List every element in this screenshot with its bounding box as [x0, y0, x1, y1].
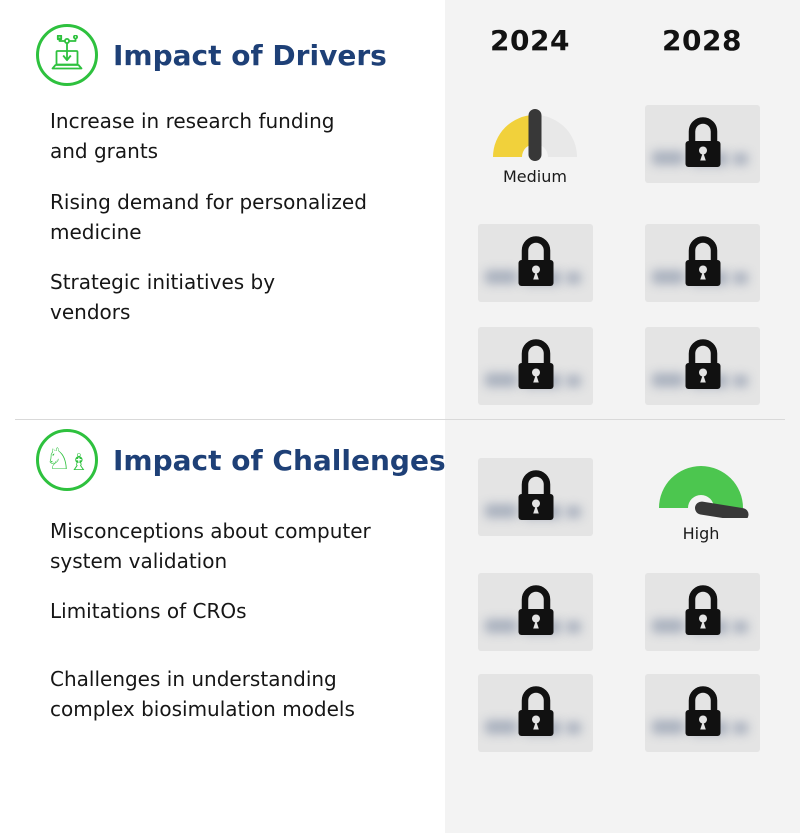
- column-header-2024: 2024: [490, 24, 570, 57]
- redacted-text-blur: [733, 153, 748, 165]
- challenge-item-biosimulation-complexity: [50, 664, 440, 724]
- redacted-text-blur: [566, 375, 581, 387]
- lock-icon: [677, 336, 729, 392]
- item-line: Increase in research funding: [50, 109, 335, 133]
- section-divider: [15, 419, 785, 420]
- lock-icon: [510, 467, 562, 523]
- gauge-level-label: High: [682, 524, 720, 543]
- item-line: Misconceptions about computer: [50, 519, 371, 543]
- laptop-data-transfer-icon: [36, 24, 98, 86]
- item-line: Rising demand for personalized: [50, 190, 367, 214]
- redacted-text-blur: [733, 621, 748, 633]
- lock-icon: [677, 233, 729, 289]
- locked-cell[interactable]: [645, 674, 760, 752]
- challenges-section-header: [36, 429, 446, 491]
- locked-cell[interactable]: [478, 458, 593, 536]
- lock-icon: [510, 683, 562, 739]
- lock-icon: [677, 582, 729, 638]
- drivers-section-header: [36, 24, 387, 86]
- redacted-text-blur: [566, 722, 581, 734]
- locked-cell[interactable]: [645, 573, 760, 651]
- locked-cell[interactable]: [645, 327, 760, 405]
- gauge-medium-dial: [487, 105, 583, 161]
- challenges-section-title: Impact of Challenges: [113, 443, 446, 477]
- lock-icon: [677, 683, 729, 739]
- chess-strategy-icon: [36, 429, 98, 491]
- item-line: system validation: [50, 549, 228, 573]
- challenge-item-csv-misconceptions: [50, 516, 440, 576]
- lock-icon: [510, 233, 562, 289]
- redacted-text-blur: [733, 272, 748, 284]
- gauge-high: [653, 456, 749, 543]
- item-line: Strategic initiatives by: [50, 270, 276, 294]
- item-line: vendors: [50, 300, 131, 324]
- item-line: and grants: [50, 139, 159, 163]
- challenge-item-cro-limitations: [50, 596, 440, 626]
- gauge-level-label: Medium: [503, 167, 567, 186]
- redacted-text-blur: [566, 272, 581, 284]
- driver-item-funding: [50, 106, 440, 166]
- redacted-text-blur: [566, 621, 581, 633]
- locked-cell[interactable]: [478, 224, 593, 302]
- driver-item-personalized-medicine: [50, 187, 440, 247]
- lock-icon: [510, 582, 562, 638]
- item-line: complex biosimulation models: [50, 697, 355, 721]
- locked-cell[interactable]: [645, 224, 760, 302]
- driver-item-vendor-initiatives: [50, 267, 440, 327]
- column-header-2028: 2028: [662, 24, 742, 57]
- chess-strategy-glyph: [45, 445, 90, 475]
- redacted-text-blur: [733, 375, 748, 387]
- locked-cell[interactable]: [645, 105, 760, 183]
- item-line: Challenges in understanding: [50, 667, 337, 691]
- laptop-data-transfer-glyph: [47, 35, 87, 75]
- lock-icon: [510, 336, 562, 392]
- locked-cell[interactable]: [478, 573, 593, 651]
- locked-cell[interactable]: [478, 674, 593, 752]
- item-line: medicine: [50, 220, 142, 244]
- redacted-text-blur: [733, 722, 748, 734]
- lock-icon: [677, 114, 729, 170]
- gauge-needle: [529, 109, 542, 161]
- drivers-section-title: Impact of Drivers: [113, 38, 387, 72]
- redacted-text-blur: [566, 506, 581, 518]
- locked-cell[interactable]: [478, 327, 593, 405]
- item-line: Limitations of CROs: [50, 599, 247, 623]
- gauge-medium: [487, 105, 583, 186]
- gauge-high-dial: [653, 456, 749, 518]
